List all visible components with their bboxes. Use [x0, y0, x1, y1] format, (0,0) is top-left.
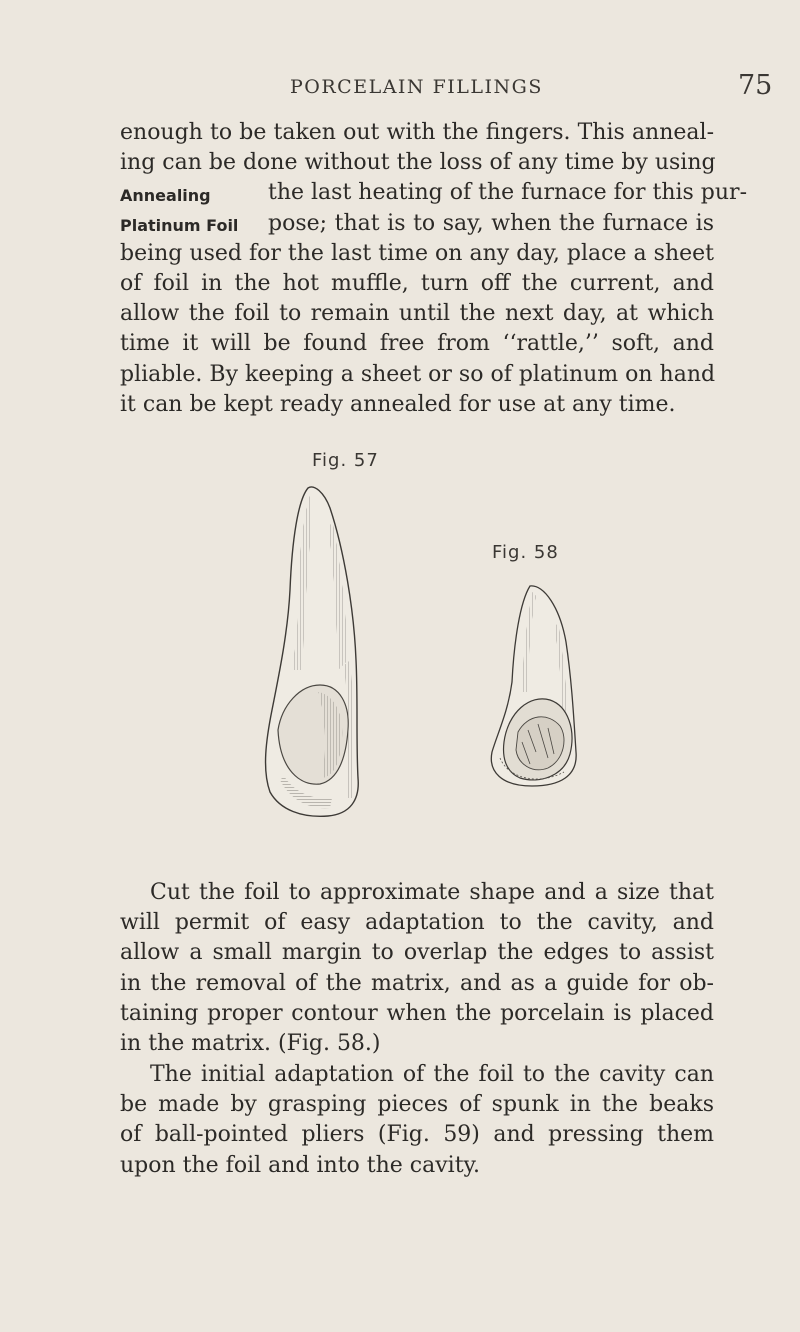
paragraph-annealing — [120, 118, 748, 420]
running-title: PORCELAIN FILLINGS — [290, 76, 543, 98]
text-line: taining proper contour when the porcelain is placed — [120, 1000, 714, 1026]
text-line: pose; that is to say, when the furnace is — [268, 210, 714, 236]
text-line: allow a small margin to overlap the edges to assist — [120, 940, 714, 966]
text-line: being used for the last time on any day, place a sheet — [120, 240, 714, 266]
text-line: in the matrix. (Fig. 58.) — [120, 1030, 381, 1056]
text-line: Cut the foil to approximate shape and a size that — [150, 880, 714, 905]
foil-matrix-illustration-fig58 — [478, 582, 588, 792]
text-line: it can be kept ready annealed for use at any time. — [120, 391, 676, 417]
text-line: pliable. By keeping a sheet or so of platinum on hand — [120, 361, 716, 387]
text-line: will permit of easy adaptation to the cavity, and — [120, 910, 714, 936]
figure-58-caption: Fig. 58 — [492, 542, 559, 563]
text-line: the last heating of the furnace for this pur- — [268, 180, 748, 206]
tooth-illustration-fig57 — [240, 480, 400, 825]
paragraph-initial-adaptation — [120, 1060, 714, 1181]
text-line: be made by grasping pieces of spunk in the beaks — [120, 1092, 714, 1118]
text-line: time it will be found free from ‘‘rattle,’’ soft, and — [120, 331, 714, 357]
text-line: of foil in the hot muffle, turn off the current, and — [120, 270, 714, 296]
page-number: 75 — [738, 70, 773, 101]
text-line: The initial adaptation of the foil to the cavity can — [150, 1062, 714, 1087]
paragraph-cut-foil — [120, 878, 714, 1059]
sidenote-annealing: Annealing — [120, 186, 217, 205]
text-line: of ball-pointed pliers (Fig. 59) and pressing them — [120, 1122, 714, 1148]
text-line: ing can be done without the loss of any time by using — [120, 150, 716, 176]
sidenote-platinum-foil: Platinum Foil — [120, 216, 244, 235]
text-line: allow the foil to remain until the next day, at which — [120, 301, 714, 327]
text-line: in the removal of the matrix, and as a guide for ob- — [120, 970, 714, 996]
text-line: upon the foil and into the cavity. — [120, 1152, 481, 1178]
figure-57-caption: Fig. 57 — [312, 450, 379, 471]
text-line: enough to be taken out with the fingers. This anneal- — [120, 120, 714, 145]
